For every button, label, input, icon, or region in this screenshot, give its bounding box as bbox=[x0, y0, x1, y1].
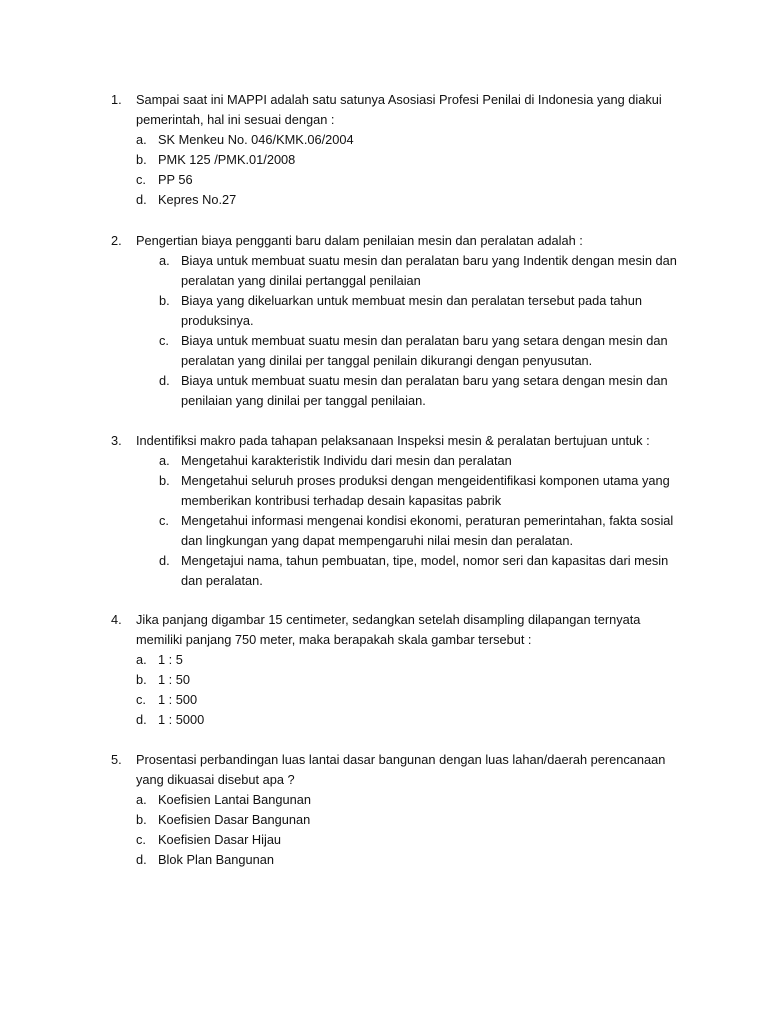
option-text: 1 : 5000 bbox=[158, 712, 205, 727]
option-text: Koefisien Lantai Bangunan bbox=[158, 792, 311, 807]
answer-option-a bbox=[0, 130, 768, 150]
question-3 bbox=[0, 431, 768, 591]
answer-option-d-continued bbox=[0, 391, 768, 411]
answer-option-d-continued bbox=[0, 571, 768, 591]
question-5 bbox=[0, 750, 768, 870]
option-text: Biaya untuk membuat suatu mesin dan peralatan baru yang setara dengan mesin dan bbox=[181, 333, 668, 348]
question-stem-line bbox=[0, 630, 768, 650]
answer-option-b bbox=[0, 150, 768, 170]
option-text: Mengetajui nama, tahun pembuatan, tipe, model, nomor seri dan kapasitas dari mesin bbox=[181, 553, 669, 568]
option-letter: c. bbox=[159, 333, 169, 348]
question-text: Jika panjang digambar 15 centimeter, sedangkan setelah disampling dilapangan ternyata bbox=[136, 612, 641, 627]
option-text: Mengetahui seluruh proses produksi dengan mengeidentifikasi komponen utama yang bbox=[181, 473, 670, 488]
question-stem-line bbox=[0, 770, 768, 790]
option-text: PP 56 bbox=[158, 172, 193, 187]
answer-option-d bbox=[0, 850, 768, 870]
answer-option-b bbox=[0, 810, 768, 830]
answer-option-b bbox=[0, 471, 768, 491]
option-text: Koefisien Dasar Hijau bbox=[158, 832, 282, 847]
option-text: PMK 125 /PMK.01/2008 bbox=[158, 152, 296, 167]
answer-option-c-continued bbox=[0, 351, 768, 371]
option-text: Biaya untuk membuat suatu mesin dan peralatan baru yang setara dengan mesin dan bbox=[181, 373, 668, 388]
answer-option-a bbox=[0, 251, 768, 271]
option-text: peralatan yang dinilai per tanggal penilain dikurangi dengan penyusutan. bbox=[181, 353, 593, 368]
option-text: Mengetahui informasi mengenai kondisi ekonomi, peraturan pemerintahan, fakta sosial bbox=[181, 513, 674, 528]
question-text: Indentifiksi makro pada tahapan pelaksanaan Inspeksi mesin & peralatan bertujuan untuk : bbox=[136, 433, 650, 448]
answer-option-b-continued bbox=[0, 491, 768, 511]
option-text: 1 : 50 bbox=[158, 672, 191, 687]
question-text: pemerintah, hal ini sesuai dengan : bbox=[136, 112, 335, 127]
option-letter: b. bbox=[159, 473, 170, 488]
answer-option-c bbox=[0, 690, 768, 710]
option-text: dan peralatan. bbox=[181, 573, 263, 588]
question-4 bbox=[0, 610, 768, 730]
option-letter: b. bbox=[136, 672, 147, 687]
option-text: Blok Plan Bangunan bbox=[158, 852, 274, 867]
question-1 bbox=[0, 90, 768, 210]
answer-option-a bbox=[0, 451, 768, 471]
answer-option-d bbox=[0, 710, 768, 730]
answer-option-a bbox=[0, 650, 768, 670]
question-stem-line bbox=[0, 90, 768, 110]
option-text: Biaya yang dikeluarkan untuk membuat mesin dan peralatan tersebut pada tahun bbox=[181, 293, 642, 308]
option-text: Kepres No.27 bbox=[158, 192, 237, 207]
option-text: peralatan yang dinilai pertanggal penilaian bbox=[181, 273, 421, 288]
answer-option-a-continued bbox=[0, 271, 768, 291]
question-stem-line bbox=[0, 431, 768, 451]
option-letter: c. bbox=[159, 513, 169, 528]
question-stem-line bbox=[0, 750, 768, 770]
option-text: penilaian yang dinilai per tanggal penilaian. bbox=[181, 393, 426, 408]
option-text: 1 : 500 bbox=[158, 692, 198, 707]
option-text: Mengetahui karakteristik Individu dari mesin dan peralatan bbox=[181, 453, 512, 468]
option-text: Biaya untuk membuat suatu mesin dan peralatan baru yang Indentik dengan mesin dan bbox=[181, 253, 677, 268]
option-letter: b. bbox=[136, 812, 147, 827]
answer-option-c-continued bbox=[0, 531, 768, 551]
answer-option-d bbox=[0, 551, 768, 571]
answer-option-c bbox=[0, 331, 768, 351]
option-letter: c. bbox=[136, 172, 146, 187]
answer-option-d bbox=[0, 371, 768, 391]
question-number: 3. bbox=[111, 433, 122, 448]
option-letter: c. bbox=[136, 692, 146, 707]
option-letter: a. bbox=[159, 453, 170, 468]
option-letter: a. bbox=[136, 792, 147, 807]
option-text: SK Menkeu No. 046/KMK.06/2004 bbox=[158, 132, 354, 147]
answer-option-c bbox=[0, 511, 768, 531]
option-text: dan lingkungan yang dapat mempengaruhi nilai mesin dan peralatan. bbox=[181, 533, 573, 548]
question-stem-line bbox=[0, 110, 768, 130]
option-letter: d. bbox=[136, 192, 147, 207]
option-letter: a. bbox=[136, 652, 147, 667]
question-stem-line bbox=[0, 231, 768, 251]
option-letter: b. bbox=[136, 152, 147, 167]
question-number: 4. bbox=[111, 612, 122, 627]
option-letter: d. bbox=[159, 553, 170, 568]
option-text: memberikan kontribusi terhadap desain kapasitas pabrik bbox=[181, 493, 502, 508]
question-text: Sampai saat ini MAPPI adalah satu satunya Asosiasi Profesi Penilai di Indonesia yang diakui bbox=[136, 92, 662, 107]
question-text: Pengertian biaya pengganti baru dalam penilaian mesin dan peralatan adalah : bbox=[136, 233, 583, 248]
answer-option-b bbox=[0, 291, 768, 311]
answer-option-b bbox=[0, 670, 768, 690]
answer-option-b-continued bbox=[0, 311, 768, 331]
option-letter: d. bbox=[159, 373, 170, 388]
question-number: 1. bbox=[111, 92, 122, 107]
answer-option-d bbox=[0, 190, 768, 210]
question-number: 2. bbox=[111, 233, 122, 248]
answer-option-a bbox=[0, 790, 768, 810]
question-number: 5. bbox=[111, 752, 122, 767]
option-text: produksinya. bbox=[181, 313, 254, 328]
option-letter: b. bbox=[159, 293, 170, 308]
option-letter: c. bbox=[136, 832, 146, 847]
option-text: Koefisien Dasar Bangunan bbox=[158, 812, 311, 827]
answer-option-c bbox=[0, 830, 768, 850]
question-stem-line bbox=[0, 610, 768, 630]
answer-option-c bbox=[0, 170, 768, 190]
option-letter: a. bbox=[136, 132, 147, 147]
question-text: Prosentasi perbandingan luas lantai dasar bangunan dengan luas lahan/daerah perencanaan bbox=[136, 752, 666, 767]
option-letter: d. bbox=[136, 712, 147, 727]
question-2 bbox=[0, 231, 768, 411]
question-text: yang dikuasai disebut apa ? bbox=[136, 772, 295, 787]
question-text: memiliki panjang 750 meter, maka berapakah skala gambar tersebut : bbox=[136, 632, 532, 647]
option-text: 1 : 5 bbox=[158, 652, 183, 667]
option-letter: a. bbox=[159, 253, 170, 268]
option-letter: d. bbox=[136, 852, 147, 867]
